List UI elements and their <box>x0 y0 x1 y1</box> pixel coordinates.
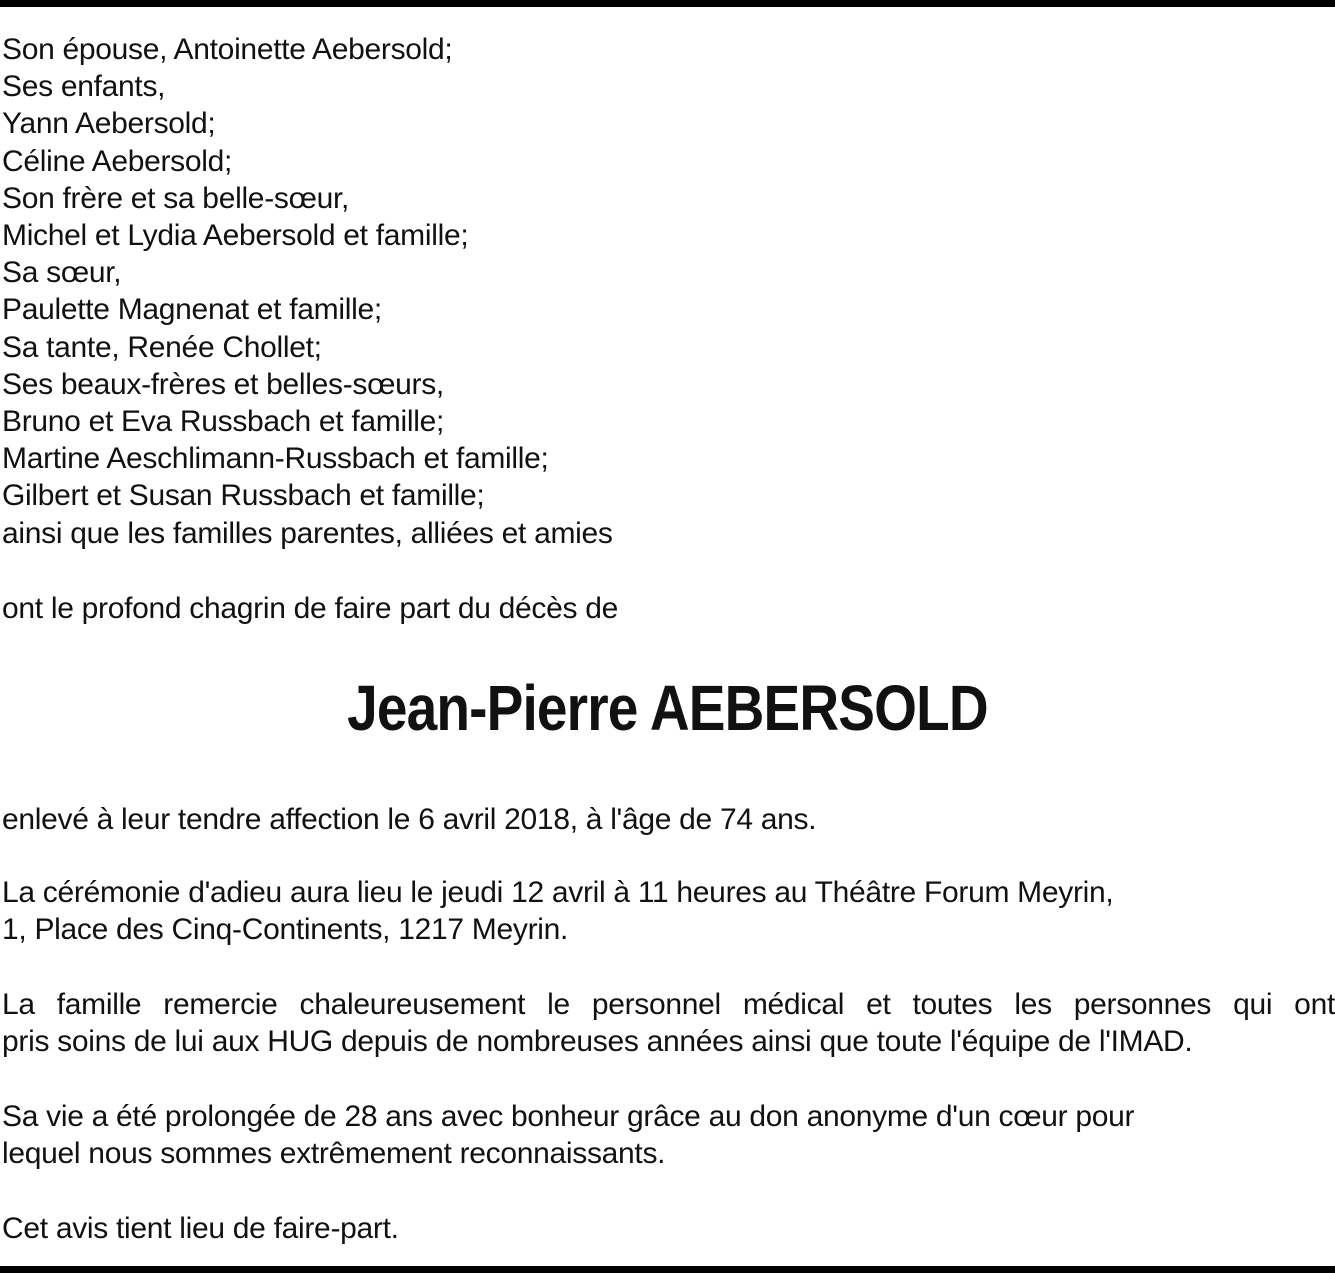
thanks-paragraph <box>2 986 1335 1060</box>
family-line: Sa sœur, <box>2 256 122 290</box>
family-line: ainsi que les familles parentes, alliées et amies <box>2 516 613 550</box>
life-paragraph <box>2 1098 1134 1172</box>
closing-paragraph <box>2 1210 399 1247</box>
death-text: enlevé à leur tendre affection le 6 avril 2018, à l'âge de 74 ans. <box>2 803 817 836</box>
family-line: Bruno et Eva Russbach et famille; <box>2 405 444 439</box>
closing-text: Cet avis tient lieu de faire-part. <box>2 1212 399 1245</box>
intro-text: ont le profond chagrin de faire part du décès de <box>2 592 619 625</box>
family-line: Sa tante, Renée Chollet; <box>2 330 322 364</box>
family-line: Paulette Magnenat et famille; <box>2 293 382 327</box>
family-line: Michel et Lydia Aebersold et famille; <box>2 219 469 253</box>
family-line: Céline Aebersold; <box>2 144 233 178</box>
ceremony-line: La cérémonie d'adieu aura lieu le jeudi 12 avril à 11 heures au Théâtre Forum Meyrin, <box>2 876 1114 909</box>
life-line: Sa vie a été prolongée de 28 ans avec bonheur grâce au don anonyme d'un cœur pour <box>2 1100 1135 1133</box>
family-line: Martine Aeschlimann-Russbach et famille; <box>2 442 549 476</box>
family-line: Ses enfants, <box>2 70 166 104</box>
thanks-line: La famille remercie chaleureusement le personnel médical et toutes les personnes qui ont <box>2 988 1335 1021</box>
announcement-intro <box>2 590 618 627</box>
ceremony-line: 1, Place des Cinq-Continents, 1217 Meyrin. <box>2 913 569 947</box>
top-border-rule <box>0 0 1335 7</box>
family-line: Yann Aebersold; <box>2 107 216 141</box>
deceased-name: Jean-Pierre AEBERSOLD <box>347 672 988 744</box>
bottom-border-rule <box>0 1266 1335 1273</box>
family-line: Ses beaux-frères et belles-sœurs, <box>2 367 444 401</box>
family-line: Gilbert et Susan Russbach et famille; <box>2 479 485 513</box>
life-line: lequel nous sommes extrêmement reconnaissants. <box>2 1137 666 1171</box>
death-paragraph <box>2 801 816 838</box>
ceremony-paragraph <box>2 874 1113 948</box>
thanks-line: pris soins de lui aux HUG depuis de nombreuses années ainsi que toute l'équipe de l'IMAD. <box>2 1025 1193 1059</box>
family-line: Son frère et sa belle-sœur, <box>2 181 350 215</box>
family-line: Son épouse, Antoinette Aebersold; <box>2 33 453 66</box>
family-members-list <box>2 31 613 552</box>
